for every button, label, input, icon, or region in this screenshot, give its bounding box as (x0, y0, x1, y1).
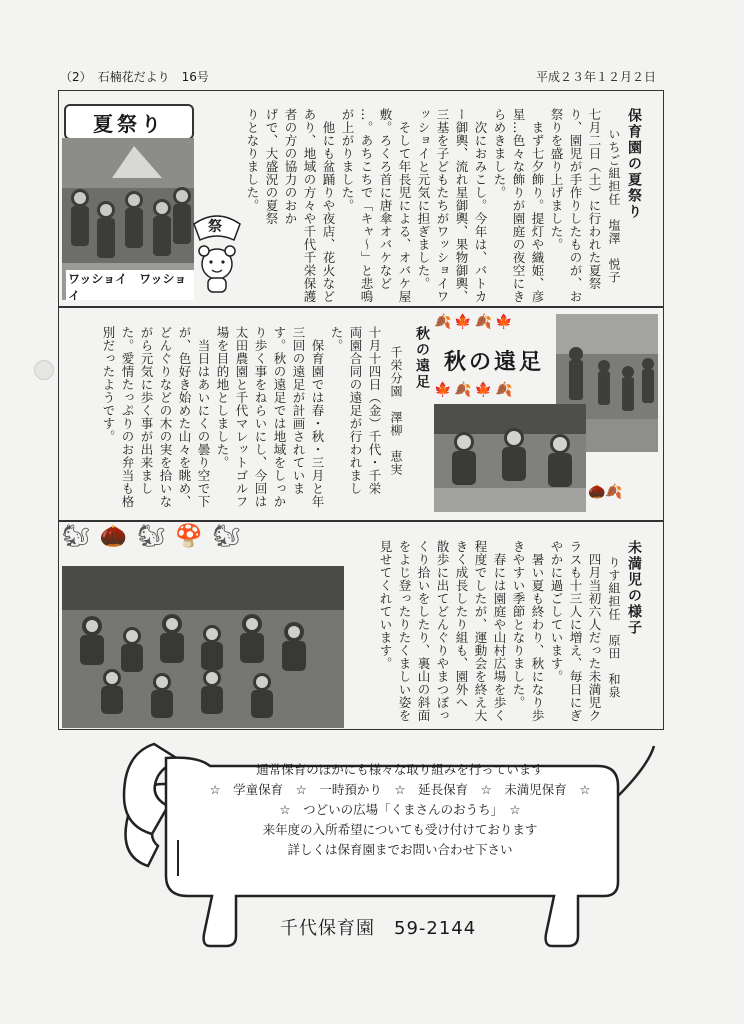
natsu-heading: 保育園の夏祭り (626, 108, 642, 220)
notice-line-3: ☆ つどいの広場「くまさんのおうち」 ☆ (279, 802, 521, 817)
notice-line-4: 来年度の入所希望についても受け付けております (262, 822, 538, 837)
aki-banner (436, 342, 552, 378)
leaf-decoration: 🍂🍁🍂🍁 (434, 314, 516, 330)
issue-date: 平成２３年１２月２日 (535, 70, 656, 84)
natsu-body: 七月二日（土）に行われた夏祭 り、園児が手作りしたものが、お 祭りを盛り上げました。 まず七夕飾り。提灯や織姫、彦 星…色々な飾りが園庭の夜空にき らめきました。 次におみこし。今年は、バトカ ー御輿、流れ星御輿、果物御輿、 三基を子どもたちがワッショイワ ッショイと元気に担ぎました。 そして年長児による、オバケ屋 敷。ろくろ首に唐傘オバケなど …。あちこちで「キャ〜」と悲鳴 が上がりました。 他にも盆踊りや夜店、花火など あり、地域の方々や千代千栄保護 者の方の協力のおか げで、大盛況の夏祭 りとなりました。 (245, 108, 602, 303)
aki-body: 十月十四日（金）千代・千栄 両園合同の遠足が行われまし た。 保育園では春・秋・三月と年 三回の遠足が計画されていま す。秋の遠足では地域をしっか り歩く事をねらいにし、今回は 太田農園と千代マレットゴルフ 場を目的地としました。 当日はあいにくの曇り空で下 が、色好き始めた山々を眺め、 どんぐりなどの木の実を拾いな がら元気に歩く事が出来まし た。愛情たっぷりのお弁当も格 別だったようです。 (101, 326, 382, 508)
aki-photo-lunch (434, 404, 586, 512)
nursery-contact: 千代保育園 59-2144 (280, 918, 477, 939)
aki-heading: 秋の遠足 (414, 326, 430, 390)
natsu-banner-text: 夏祭り (93, 111, 165, 136)
mimanji-body: 四月当初六人だった未満児ク ラスも十三人に増え、毎日にぎ やかに過ごしています。 暑い夏も終わり、秋になり歩 きやすい季節となりました。 春には園庭や山村広場を歩く 程度でしたが、運動会を終え大 きく成長したり組も、園外へ 散歩に出てどんぐりやまつぼっ くり拾いをしたり、裏山の斜面 をよじ登ったりたくましい姿を 見せてくれています。 (378, 540, 602, 722)
issue-label: （2） 石楠花だより 16号 (60, 70, 209, 84)
leaf-decoration: 🍁🍂🍁🍂 (434, 382, 516, 398)
natsu-photo (62, 138, 194, 300)
section-divider (58, 520, 664, 522)
squirrel-decoration: 🐿🌰🐿🍄🐿 (62, 524, 251, 549)
aki-byline: 千栄分園 澤柳 恵実 (389, 346, 403, 476)
notice-line-5: 詳しくは保育園までお問い合わせ下さい (287, 842, 513, 857)
section-divider (58, 306, 664, 308)
mimanji-byline: りす組担任 原田 和泉 (607, 556, 621, 699)
matsuri-badge: 祭 (208, 219, 222, 235)
notice-text (180, 760, 620, 860)
notice-line-1: 通常保育のほかにも様々な取り組みを行っています (256, 762, 544, 777)
page-header (60, 68, 656, 86)
notice-line-2: ☆ 学童保育 ☆ 一時預かり ☆ 延長保育 ☆ 未満児保育 ☆ (209, 782, 591, 797)
natsu-byline: いちご組担任 塩澤 悦子 (607, 128, 621, 284)
mimanji-photo (62, 566, 344, 728)
acorn-decoration: 🌰🍂 (588, 484, 623, 500)
punch-hole (34, 360, 54, 380)
natsu-banner (64, 104, 194, 140)
mimanji-heading: 未満児の様子 (626, 540, 642, 636)
natsu-photo-caption: ワッショイ ワッショイ (66, 270, 194, 300)
aki-banner-text: 秋の遠足 (443, 349, 544, 375)
